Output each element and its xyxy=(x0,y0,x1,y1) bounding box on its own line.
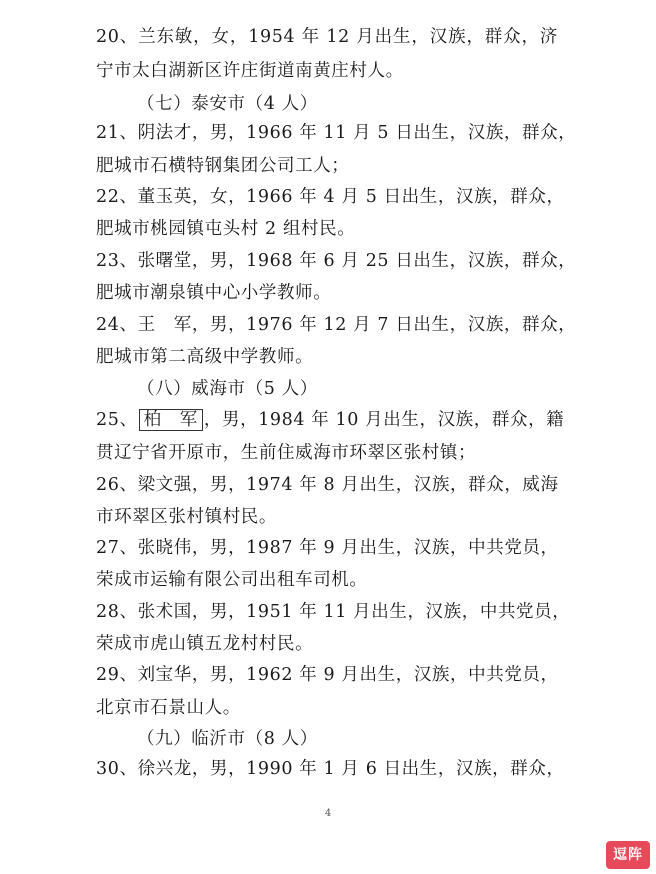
entry-24-line-1: 24、王 军，男，1976 年 12 月 7 日出生，汉族，群众， xyxy=(96,315,577,335)
entry-26-line-2: 市环翠区张村镇村民。 xyxy=(96,507,277,527)
watermark-logo: 逗阵 xyxy=(606,841,650,869)
entry-22-line-1: 22、董玉英，女，1966 年 4 月 5 日出生，汉族，群众， xyxy=(96,187,565,207)
entry-28-line-2: 荣成市虎山镇五龙村村民。 xyxy=(96,634,314,654)
section-heading-linyi: （九）临沂市（8 人） xyxy=(137,729,318,749)
entry-27-line-2: 荣成市运输有限公司出租车司机。 xyxy=(96,570,368,590)
entry-28-line-1: 28、张术国，男，1951 年 11 月出生，汉族，中共党员， xyxy=(96,602,571,622)
entry-25-line-2: 贯辽宁省开原市，生前住威海市环翠区张村镇； xyxy=(96,443,477,463)
page-number: 4 xyxy=(324,808,332,819)
entry-30-line-1: 30、徐兴龙，男，1990 年 1 月 6 日出生，汉族，群众， xyxy=(96,759,565,779)
entry-23-line-2: 肥城市潮泉镇中心小学教师。 xyxy=(96,283,332,303)
entry-20-line-2: 宁市太白湖新区许庄街道南黄庄村人。 xyxy=(96,61,404,81)
entry-21-line-1: 21、阴法才，男，1966 年 11 月 5 日出生，汉族，群众， xyxy=(96,123,577,143)
entry-29-line-1: 29、刘宝华，男，1962 年 9 月出生，汉族，中共党员， xyxy=(96,665,559,685)
entry-22-line-2: 肥城市桃园镇屯头村 2 组村民。 xyxy=(96,219,356,239)
entry-27-line-1: 27、张晓伟，男，1987 年 9 月出生，汉族，中共党员， xyxy=(96,538,559,558)
entry-26-line-1: 26、梁文强，男，1974 年 8 月出生，汉族，群众，威海 xyxy=(96,475,559,495)
entry-25-number: 25、 xyxy=(96,410,138,430)
entry-20-line-1: 20、兰东敏，女，1954 年 12 月出生，汉族，群众，济 xyxy=(96,27,558,47)
entry-25-line-1 xyxy=(96,409,565,431)
entry-23-line-1: 23、张曙堂，男，1968 年 6 月 25 日出生，汉族，群众， xyxy=(96,251,577,271)
entry-24-line-2: 肥城市第二高级中学教师。 xyxy=(96,347,314,367)
entry-29-line-2: 北京市石景山人。 xyxy=(96,698,241,718)
entry-21-line-2: 肥城市石横特钢集团公司工人； xyxy=(96,156,350,176)
entry-25-boxed-name: 柏 军 xyxy=(139,409,203,431)
section-heading-weihai: （八）威海市（5 人） xyxy=(137,379,318,399)
entry-25-details: ，男，1984 年 10 月出生，汉族，群众，籍 xyxy=(203,410,565,430)
section-heading-taian: （七）泰安市（4 人） xyxy=(137,94,318,114)
